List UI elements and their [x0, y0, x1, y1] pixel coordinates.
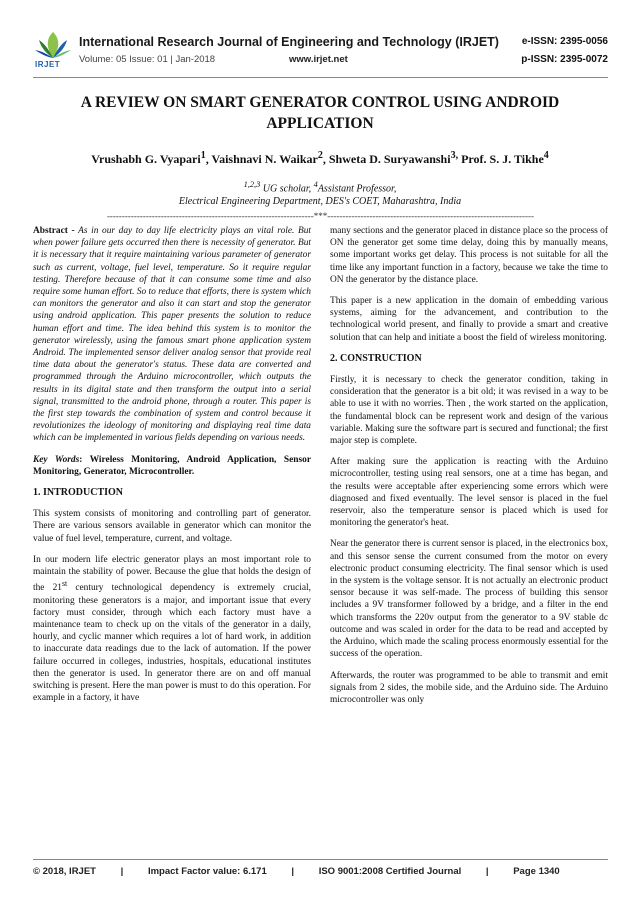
intro-p2-rest: century technological dependency is extremely crucial, monitoring these generators is a major, and important issue that every factory must consider, through which each factory must have a maintenance team to check up on the vitals of the generator in a daily, hourly, and cyclic manner which requires a lot of hard work, in addition to inaccurate data readings due to the lack of automation. If the power failure occurred in colleges, industries, hospitals, educational institutes then the generator is used. In generator there are on and off manual switching is present. Here the man power is must to do this operation. For example in a factory, it have — [33, 583, 311, 704]
aff-role-1: UG scholar, — [260, 183, 314, 195]
aff-role-2: Assistant Professor, — [317, 183, 397, 195]
keywords-label: Key Words — [33, 454, 80, 465]
author-2-sup: 2 — [317, 150, 323, 161]
section-heading-construction: 2. CONSTRUCTION — [330, 352, 422, 364]
intro-paragraph-2 — [33, 554, 311, 705]
abstract-label: Abstract - — [33, 226, 75, 236]
footer-sep-3: | — [485, 866, 489, 877]
intro-paragraph-1: This system consists of monitoring and controlling part of generator. There are various sensors available in generator which can monitor the value of fuel level, temperature, current, and voltage. — [33, 509, 311, 544]
author-4: Prof. S. J. Tikhe — [458, 152, 544, 166]
paper-title: A REVIEW ON SMART GENERATOR CONTROL USING ANDROID APPLICATION — [80, 94, 560, 132]
header-rule — [33, 77, 608, 78]
author-4-sup: 4 — [543, 150, 549, 161]
affiliation-line-2: Electrical Engineering Department, DES's COET, Maharashtra, India — [178, 196, 462, 207]
p-issn: p-ISSN: 2395-0072 — [521, 54, 608, 65]
construction-paragraph-3: Near the generator there is current sensor is placed, in the electronics box, and this sensor sense the current consumed from the motor on every electronic product consuming electricity. The final sensor which is used in the system is the voltage sensor. It is not actually an electronic product sensor because it was self-made. The process of building this sensor includes a 9V transformer followed by a bridge, and a filter in the end which transforms the 220v output from the generator to a 9V stable dc outcome and was scaled in order for the data to be read and accepted by the Arduino, which made the scaling process enormously essential for the success of the operation. — [330, 539, 608, 660]
footer-sep-2: | — [291, 866, 295, 877]
keywords — [33, 454, 311, 478]
irjet-logo — [33, 30, 73, 74]
journal-header — [33, 30, 608, 74]
construction-paragraph-4: Afterwards, the router was programmed to be able to transmit and emit signals from 2 sides, the mobile side, and the Arduino side. The Arduino microcontroller was only — [330, 670, 608, 705]
left-column — [33, 225, 311, 713]
volume-issue: Volume: 05 Issue: 01 | Jan-2018 — [79, 54, 216, 65]
section-heading-introduction: 1. INTRODUCTION — [33, 487, 124, 499]
e-issn: e-ISSN: 2395-0056 — [521, 36, 608, 47]
intro-p2-sup: st — [61, 579, 68, 589]
intro-paragraph-4: This paper is a new application in the domain of embedding various systems, aiming for the advancement, and contribution to the technological world present, and finally to provide a smart and creative solution that can help and initiate a boost the field of wireless monitoring. — [330, 296, 608, 343]
construction-paragraph-1: Firstly, it is necessary to check the generator condition, taking in consideration that the generator is a bit old; it was revised in a way to be able to use it with no worries. Then , the work started on the application, the fundamental block can be represent work and design of the various variable. Making sure the software part is secured and functional; the first major step is complete. — [330, 375, 608, 447]
journal-name: International Research Journal of Engineering and Technology (IRJET) — [79, 35, 499, 49]
intro-paragraph-3: many sections and the generator placed in distance place so the process of ON the generator get some time delay, doing this by manually means, some important works get delay. This process is not suitable for all the time like any important function in a factory, because we take the time to ON the generator by the distance place. — [330, 226, 608, 285]
logo-text: IRJET — [35, 60, 61, 69]
footer-rule — [33, 859, 608, 860]
footer-iso: ISO 9001:2008 Certified Journal — [318, 866, 462, 877]
footer-impact-factor: Impact Factor value: 6.171 — [147, 866, 267, 877]
right-column — [330, 225, 608, 715]
abstract — [33, 225, 311, 445]
author-1-sup: 1 — [200, 150, 206, 161]
author-3-sup: 3, — [450, 150, 459, 161]
intro-p2-start: In our modern life electric generator plays an most important role to maintain the stability of power. Because the glue that holds the design of the 21 — [33, 554, 311, 594]
author-3: , Shweta D. Suryawanshi — [322, 152, 451, 166]
author-list — [20, 150, 620, 167]
author-1: Vrushabh G. Vyapari — [91, 152, 201, 166]
footer-page-number: Page 1340 — [513, 866, 560, 877]
author-2: , Vaishnavi N. Waikar — [205, 152, 318, 166]
journal-website[interactable]: www.irjet.net — [289, 54, 348, 65]
page-footer — [33, 866, 608, 877]
section-divider: ---------------------------------------------------------------------***--------------------------------------------------------------------- — [106, 211, 535, 221]
affiliation-line-1 — [20, 180, 620, 194]
aff-sup-1: 1,2,3 — [243, 180, 261, 189]
keywords-text: : Wireless Monitoring, Android Application, Sensor Monitoring, Generator, Microcontroller. — [33, 454, 311, 477]
construction-paragraph-2: After making sure the application is reacting with the Arduino microcontroller, testing using real sensors, one at a time has began, and the results were acceptable after experiencing some errors which were diagnosed and fixed eventually. The level sensor is placed in the fuel reservoir, also the temperature sensor is placed which is used for monitoring the generator's heat. — [330, 457, 608, 529]
footer-copyright: © 2018, IRJET — [33, 866, 96, 877]
abstract-text: As in our day to day life electricity plays an vital role. But when power failure gets occurred then there is necessity of generator. But it is necessary that it require maintaining various parameter of generator such as current, voltage, fuel level, temperature. So it require regular testing. Therefore because of that it can consume some time and also require some human effort. So to reduce that efforts, there is system which can monitors the generator and also it can start and stop the generator using android application. This paper presents the solution to reduce human effort and time. The idea behind this system is to monitor the generator wirelessly, using the famous smart phone application system Android. The implemented sensor deliver analog sensor that provide real time data about the generator's status. These data are converted and programmed through the Arduino microcontroller, which outputs the results in its digital state and then transform the output into a serial signal, transmitted to the android phone, through a router. This paper is the first step towards the combination of system and control because it revolutionizes the ideology of monitoring and displaying real time data which can be implemented in various fields depending on various needs. — [33, 226, 312, 444]
aff-sup-2: 4 — [313, 180, 318, 189]
footer-sep-1: | — [120, 866, 124, 877]
